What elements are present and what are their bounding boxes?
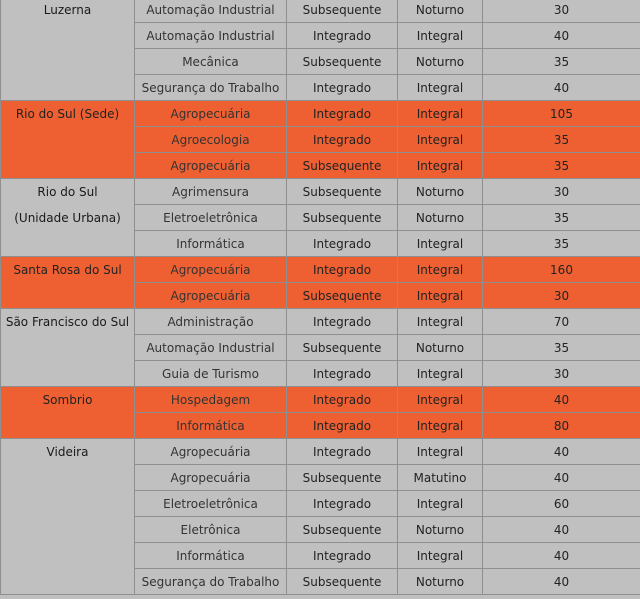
course-cell: Agropecuária (135, 153, 287, 179)
campus-cell (1, 439, 135, 595)
seats-cell: 30 (483, 361, 640, 387)
shift-cell: Noturno (398, 0, 483, 23)
modality-cell: Integrado (287, 257, 398, 283)
campus-cell (1, 179, 135, 257)
shift-cell: Matutino (398, 465, 483, 491)
shift-cell: Integral (398, 361, 483, 387)
course-cell: Agroecologia (135, 127, 287, 153)
campus-cell (1, 257, 135, 309)
seats-cell: 105 (483, 101, 640, 127)
seats-cell: 40 (483, 465, 640, 491)
seats-cell: 30 (483, 283, 640, 309)
shift-cell: Noturno (398, 49, 483, 75)
shift-cell: Noturno (398, 179, 483, 205)
course-cell: Agropecuária (135, 283, 287, 309)
table-row (1, 309, 640, 335)
course-cell: Agrimensura (135, 179, 287, 205)
course-cell: Administração (135, 309, 287, 335)
seats-cell: 40 (483, 543, 640, 569)
course-cell: Agropecuária (135, 439, 287, 465)
seats-cell: 40 (483, 23, 640, 49)
modality-cell: Integrado (287, 413, 398, 439)
modality-cell: Subsequente (287, 517, 398, 543)
shift-cell: Integral (398, 413, 483, 439)
modality-cell: Integrado (287, 543, 398, 569)
modality-cell: Subsequente (287, 465, 398, 491)
seats-cell: 35 (483, 153, 640, 179)
table-row (1, 179, 640, 205)
course-cell: Agropecuária (135, 257, 287, 283)
course-cell: Mecânica (135, 49, 287, 75)
campus-name-line: Rio do Sul (Sede) (15, 107, 120, 121)
shift-cell: Integral (398, 231, 483, 257)
shift-cell: Integral (398, 101, 483, 127)
courses-table-body (1, 0, 640, 595)
seats-cell: 40 (483, 517, 640, 543)
shift-cell: Integral (398, 257, 483, 283)
seats-cell: 40 (483, 569, 640, 595)
shift-cell: Integral (398, 439, 483, 465)
seats-cell: 35 (483, 205, 640, 231)
table-row (1, 257, 640, 283)
campus-cell (1, 101, 135, 179)
modality-cell: Subsequente (287, 0, 398, 23)
modality-cell: Subsequente (287, 49, 398, 75)
campus-cell (1, 309, 135, 387)
modality-cell: Integrado (287, 491, 398, 517)
modality-cell: Subsequente (287, 153, 398, 179)
shift-cell: Integral (398, 491, 483, 517)
shift-cell: Integral (398, 23, 483, 49)
modality-cell: Integrado (287, 127, 398, 153)
campus-name-line: São Francisco do Sul (5, 315, 130, 329)
table-row (1, 439, 640, 465)
seats-cell: 30 (483, 0, 640, 23)
table-row (1, 101, 640, 127)
shift-cell: Integral (398, 153, 483, 179)
shift-cell: Noturno (398, 569, 483, 595)
modality-cell: Integrado (287, 309, 398, 335)
seats-cell: 70 (483, 309, 640, 335)
modality-cell: Integrado (287, 387, 398, 413)
modality-cell: Subsequente (287, 205, 398, 231)
seats-cell: 40 (483, 439, 640, 465)
shift-cell: Integral (398, 543, 483, 569)
campus-cell (1, 0, 135, 101)
campus-name-line: Rio do Sul (37, 185, 98, 199)
table-row (1, 0, 640, 23)
seats-cell: 35 (483, 335, 640, 361)
modality-cell: Integrado (287, 439, 398, 465)
modality-cell: Subsequente (287, 179, 398, 205)
table-row (1, 387, 640, 413)
seats-cell: 30 (483, 179, 640, 205)
course-cell: Informática (135, 543, 287, 569)
shift-cell: Integral (398, 283, 483, 309)
course-cell: Automação Industrial (135, 23, 287, 49)
course-cell: Agropecuária (135, 465, 287, 491)
course-cell: Informática (135, 413, 287, 439)
shift-cell: Integral (398, 387, 483, 413)
modality-cell: Subsequente (287, 283, 398, 309)
seats-cell: 60 (483, 491, 640, 517)
modality-cell: Integrado (287, 75, 398, 101)
modality-cell: Subsequente (287, 335, 398, 361)
course-cell: Hospedagem (135, 387, 287, 413)
modality-cell: Integrado (287, 23, 398, 49)
campus-name-line: Videira (46, 445, 89, 459)
seats-cell: 40 (483, 75, 640, 101)
seats-cell: 35 (483, 49, 640, 75)
seats-cell: 40 (483, 387, 640, 413)
modality-cell: Integrado (287, 361, 398, 387)
modality-cell: Integrado (287, 231, 398, 257)
campus-cell (1, 387, 135, 439)
course-cell: Eletrônica (135, 517, 287, 543)
campus-name-line: Sombrio (42, 393, 93, 407)
course-cell: Eletroeletrônica (135, 491, 287, 517)
course-cell: Segurança do Trabalho (135, 569, 287, 595)
shift-cell: Noturno (398, 335, 483, 361)
course-cell: Guia de Turismo (135, 361, 287, 387)
course-cell: Automação Industrial (135, 0, 287, 23)
shift-cell: Noturno (398, 517, 483, 543)
course-cell: Eletroeletrônica (135, 205, 287, 231)
course-cell: Agropecuária (135, 101, 287, 127)
shift-cell: Integral (398, 309, 483, 335)
campus-name-line: Luzerna (43, 3, 92, 17)
course-cell: Automação Industrial (135, 335, 287, 361)
seats-cell: 35 (483, 127, 640, 153)
seats-cell: 80 (483, 413, 640, 439)
shift-cell: Integral (398, 127, 483, 153)
modality-cell: Subsequente (287, 569, 398, 595)
seats-cell: 160 (483, 257, 640, 283)
modality-cell: Integrado (287, 101, 398, 127)
shift-cell: Integral (398, 75, 483, 101)
course-cell: Informática (135, 231, 287, 257)
course-cell: Segurança do Trabalho (135, 75, 287, 101)
shift-cell: Noturno (398, 205, 483, 231)
seats-cell: 35 (483, 231, 640, 257)
campus-name-line: Santa Rosa do Sul (13, 263, 122, 277)
campus-name-line: (Unidade Urbana) (14, 211, 121, 225)
